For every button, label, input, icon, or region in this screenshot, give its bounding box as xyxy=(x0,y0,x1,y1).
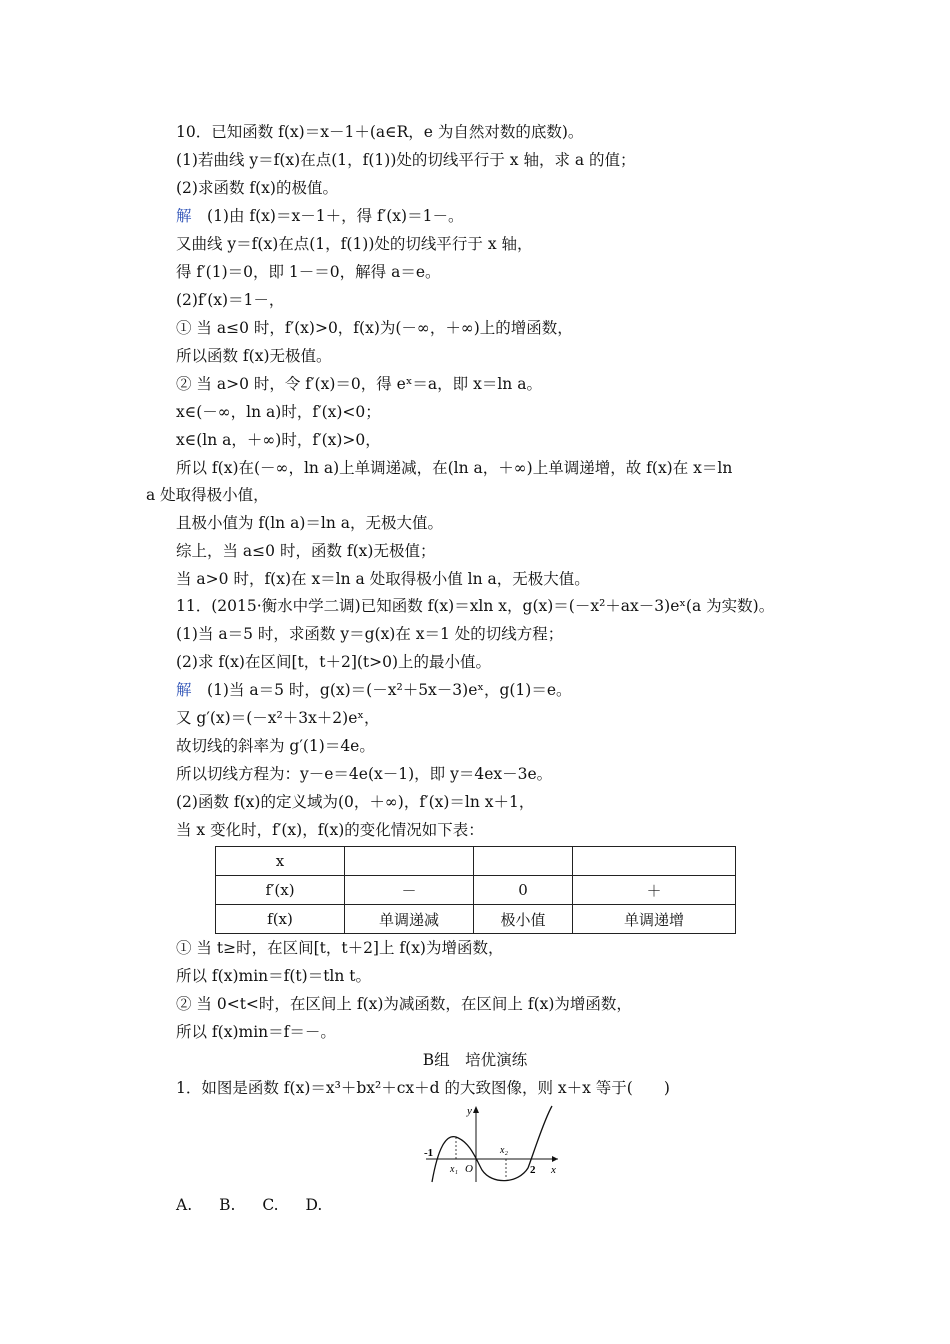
table-cell: 单调递增 xyxy=(573,905,736,934)
p11-line-6: 当 x 变化时，f′(x)，f(x)的变化情况如下表： xyxy=(176,821,484,839)
cubic-function-graph xyxy=(420,1102,565,1184)
solution-marker: 解 xyxy=(176,681,192,699)
option-d: D. xyxy=(305,1196,323,1214)
p10-line-11: a 处取得极小值， xyxy=(146,486,269,504)
p10-solution-line-1 xyxy=(176,206,463,226)
answer-options xyxy=(176,1196,344,1214)
p10-line-4: (2)f′(x)＝1－， xyxy=(176,291,285,309)
p11-line-5: (2)函数 f(x)的定义域为(0，＋∞)，f′(x)＝ln x＋1， xyxy=(176,793,535,811)
table-cell: 0 xyxy=(474,876,573,905)
p10-q1: (1)若曲线 y＝f(x)在点(1，f(1))处的切线平行于 x 轴，求 a 的值； xyxy=(176,151,636,169)
table-cell xyxy=(573,847,736,876)
table-row xyxy=(216,876,736,905)
table-cell: － xyxy=(345,876,474,905)
origin-label: O xyxy=(465,1163,473,1175)
table-cell: 极小值 xyxy=(474,905,573,934)
p10-solution-text: (1)由 f(x)＝x－1＋，得 f′(x)＝1－。 xyxy=(191,207,464,225)
p11-q2: (2)求 f(x)在区间[t，t＋2](t>0)上的最小值。 xyxy=(176,653,492,671)
option-b: B. xyxy=(219,1196,236,1214)
p11-line-8: 所以 f(x)min＝f(t)＝tln t。 xyxy=(176,967,372,985)
table-cell: f(x) xyxy=(216,905,345,934)
p11-line-10: 所以 f(x)min＝f＝－。 xyxy=(176,1023,336,1041)
variation-table xyxy=(215,846,736,934)
p11-line-2: 又 g′(x)＝(－x²＋3x＋2)eˣ， xyxy=(176,709,380,727)
p10-line-7: ② 当 a>0 时，令 f′(x)＝0，得 eˣ＝a，即 x＝ln a。 xyxy=(176,375,542,393)
neg-one-label: -1 xyxy=(424,1147,434,1159)
table-cell xyxy=(474,847,573,876)
p10-line-14: 当 a>0 时，f(x)在 x＝ln a 处取得极小值 ln a，无极大值。 xyxy=(176,570,590,588)
p11-q1: (1)当 a＝5 时，求函数 y＝g(x)在 x＝1 处的切线方程； xyxy=(176,625,564,643)
groupB-q1: 1．如图是函数 f(x)＝x³＋bx²＋cx＋d 的大致图像，则 x＋x 等于( ) xyxy=(176,1079,670,1097)
p11-line-7: ① 当 t≥时，在区间[t，t＋2]上 f(x)为增函数， xyxy=(176,939,504,957)
option-c: C. xyxy=(262,1196,279,1214)
p11-line-3: 故切线的斜率为 g′(1)＝4e。 xyxy=(176,737,375,755)
p11-solution-line-1 xyxy=(176,680,572,700)
p10-q2: (2)求函数 f(x)的极值。 xyxy=(176,179,338,197)
p10-line-2: 又曲线 y＝f(x)在点(1，f(1))处的切线平行于 x 轴， xyxy=(176,235,533,253)
x-axis-arrow xyxy=(552,1156,558,1162)
p10-line-3: 得 f′(1)＝0，即 1－＝0，解得 a＝e。 xyxy=(176,263,441,281)
x1-label: x₁ xyxy=(450,1164,458,1175)
p10-line-9: x∈(ln a，＋∞)时，f′(x)>0， xyxy=(176,431,381,449)
table-row xyxy=(216,905,736,934)
p10-line-8: x∈(－∞，ln a)时，f′(x)<0； xyxy=(176,403,381,421)
p10-title: 10．已知函数 f(x)＝x－1＋(a∈R，e 为自然对数的底数)。 xyxy=(176,123,584,141)
solution-marker: 解 xyxy=(176,207,192,225)
option-a: A. xyxy=(176,1196,193,1214)
x-label: x xyxy=(551,1164,556,1176)
x2-label: x₂ xyxy=(500,1145,508,1156)
p10-line-6: 所以函数 f(x)无极值。 xyxy=(176,347,332,365)
p11-title: 11．(2015·衡水中学二调)已知函数 f(x)＝xln x，g(x)＝(－x²＋ax－3)eˣ(a 为实数)。 xyxy=(176,597,775,615)
p11-line-9: ② 当 0<t<时，在区间上 f(x)为减函数，在区间上 f(x)为增函数， xyxy=(176,995,632,1013)
p11-line-4: 所以切线方程为：y－e＝4e(x－1)，即 y＝4ex－3e。 xyxy=(176,765,553,783)
table-cell: 单调递减 xyxy=(345,905,474,934)
table-cell: f′(x) xyxy=(216,876,345,905)
two-label: 2 xyxy=(530,1164,536,1176)
y-axis-arrow xyxy=(473,1106,479,1113)
p10-line-10: 所以 f(x)在(－∞，ln a)上单调递减，在(ln a，＋∞)上单调递增，故 f(x)在 x＝ln xyxy=(176,459,733,477)
table-cell: ＋ xyxy=(573,876,736,905)
p10-line-5: ① 当 a≤0 时，f′(x)>0，f(x)为(－∞，＋∞)上的增函数， xyxy=(176,319,573,337)
y-label: y xyxy=(467,1105,472,1117)
p11-solution-text: (1)当 a＝5 时，g(x)＝(－x²＋5x－3)eˣ，g(1)＝e。 xyxy=(191,681,572,699)
p10-line-12: 且极小值为 f(ln a)＝ln a，无极大值。 xyxy=(176,514,443,532)
table-cell xyxy=(345,847,474,876)
p10-line-13: 综上，当 a≤0 时，函数 f(x)无极值； xyxy=(176,542,436,560)
table-cell: x xyxy=(216,847,345,876)
section-heading: B组 培优演练 xyxy=(422,1051,528,1069)
table-row xyxy=(216,847,736,876)
